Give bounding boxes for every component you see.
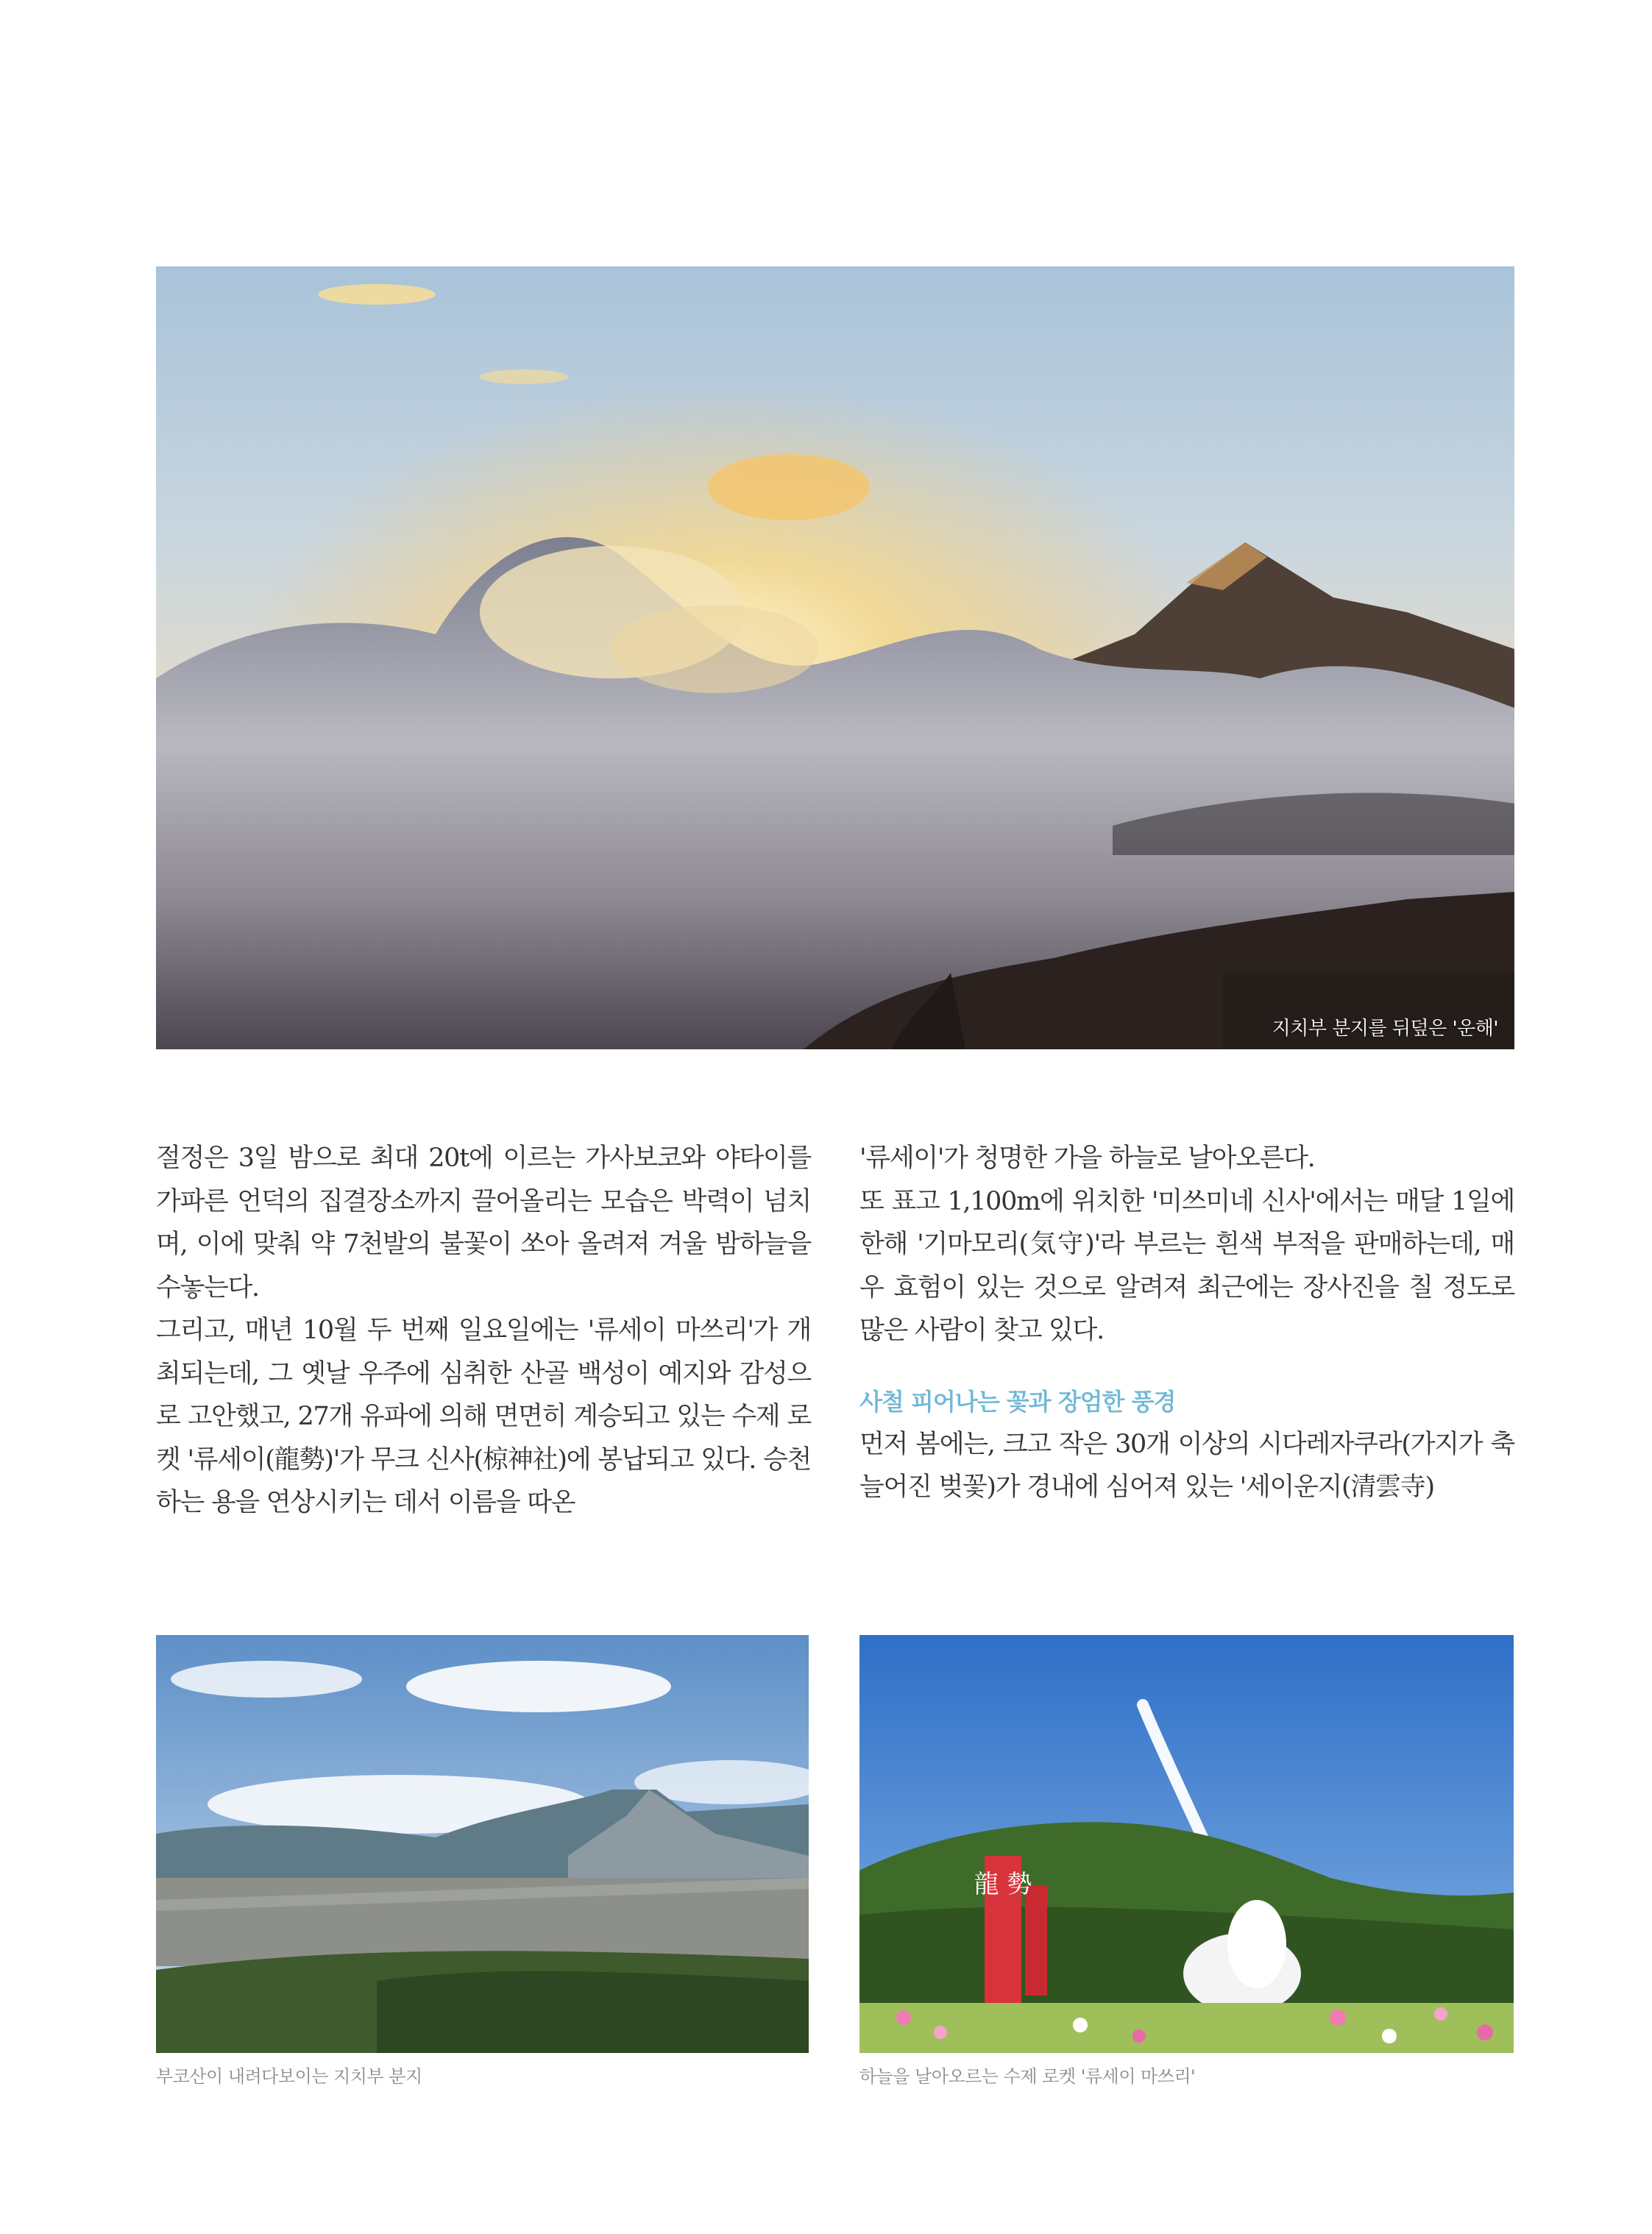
valley-photo-caption: 부코산이 내려다보이는 지치부 분지 xyxy=(156,2066,422,2087)
chichibu-basin-image xyxy=(156,1635,809,2053)
section-subheading: 사철 피어나는 꽃과 장엄한 풍경 xyxy=(859,1387,1176,1416)
valley-photo xyxy=(156,1635,809,2053)
ryusei-rocket-image xyxy=(859,1635,1514,2053)
sea-of-clouds-image xyxy=(156,266,1514,1049)
rocket-photo xyxy=(859,1635,1514,2053)
banner-text: 龍 勢 xyxy=(974,1870,1032,1899)
paragraph: 먼저 봄에는, 크고 작은 30개 이상의 시다레자쿠라(가지가 축 늘어진 벚꽃)가 경내에 심어져 있는 '세이운지(清雲寺) xyxy=(859,1429,1514,1502)
paragraph: 절정은 3일 밤으로 최대 20t에 이르는 가사보코와 야타이를 가파른 언덕의 집결장소까지 끌어올리는 모습은 박력이 넘치며, 이에 맞춰 약 7천발의 불꽃이 쏘아 올려져 겨울 밤하늘을 수놓는다. xyxy=(156,1143,811,1302)
hero-photo-caption: 지치부 분지를 뒤덮은 '운해' xyxy=(1272,1018,1498,1040)
article-right-column xyxy=(859,1137,1514,1509)
rocket-photo-caption: 하늘을 날아오르는 수제 로켓 '류세이 마쓰리' xyxy=(859,2066,1196,2087)
paragraph: 그리고, 매년 10월 두 번째 일요일에는 '류세이 마쓰리'가 개최되는데, 그 옛날 우주에 심취한 산골 백성이 예지와 감성으로 고안했고, 27개 유파에 의해 면면히 계승되고 있는 수제 로켓 '류세이(龍勢)'가 무크 신사(椋神社)에 봉납되고 있다. 승천하는 용을 연상시키는 데서 이름을 따온 xyxy=(156,1316,811,1517)
article-left-column xyxy=(156,1137,811,1525)
paragraph: 또 표고 1,100m에 위치한 '미쓰미네 신사'에서는 매달 1일에 한해 '기마모리(気守)'라 부르는 흰색 부적을 판매하는데, 매우 효험이 있는 것으로 알려져 최근에는 장사진을 칠 정도로 많은 사람이 찾고 있다. xyxy=(859,1186,1514,1345)
hero-photo-sea-of-clouds xyxy=(156,266,1514,1049)
paragraph: '류세이'가 청명한 가을 하늘로 날아오른다. xyxy=(859,1143,1315,1173)
